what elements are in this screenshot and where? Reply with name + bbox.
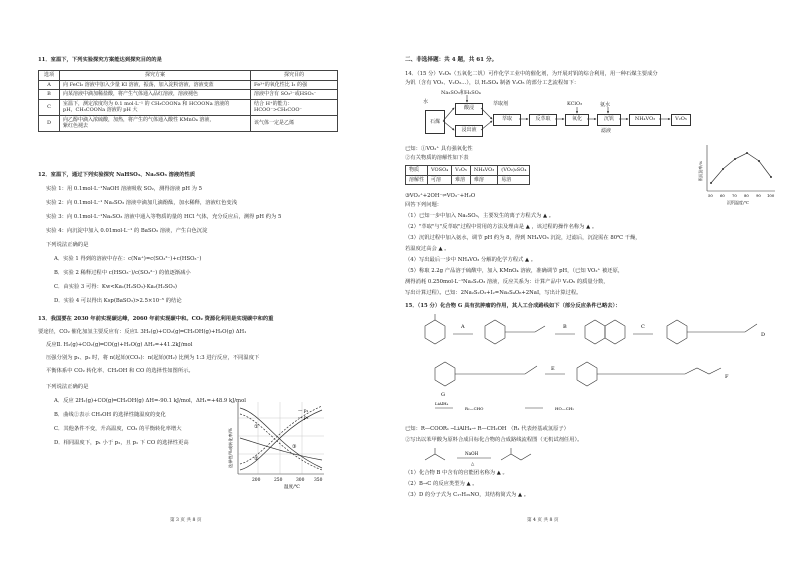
table-header-cell: NH₄VO₃ — [470, 166, 497, 176]
curve-1-p1 — [240, 408, 322, 468]
known-2: ②有关物质的溶解性如下表 — [405, 155, 469, 161]
table-row — [39, 115, 338, 131]
y-axis-label: 钒沉淀率/% — [698, 160, 703, 181]
legend-p2: --- p₂ — [298, 416, 309, 421]
flow-box: 酸浸 — [455, 103, 483, 115]
table-row — [39, 99, 338, 115]
curve-3 — [240, 438, 322, 460]
ring-d — [667, 320, 687, 344]
ring-c — [585, 320, 605, 344]
q13-selectivity-graph — [228, 398, 328, 488]
q12-ask: 下列说法正确的是 — [46, 242, 89, 248]
table-row — [406, 166, 530, 176]
x-tick-label: 50 — [708, 193, 713, 198]
solubility-table — [405, 165, 530, 185]
q12-line: 实验 4：向沉淀中加入 0.01mol·L⁻¹ 的 BaSO₃ 溶液，产生白色沉淀 — [46, 228, 208, 234]
chain — [597, 368, 721, 374]
flow-side-label: 萃取剂 — [493, 101, 509, 107]
x-tick-label: 80 — [744, 193, 749, 198]
condensation-sketch — [421, 446, 551, 468]
reagent-label: NaOH — [465, 451, 479, 456]
flow-side-label: KClO₃ — [567, 101, 583, 107]
q14-item: （1）已知一步中加入 Na₂SO₃，主要发生的离子方程式为 ▲ 。 — [405, 213, 555, 219]
q14-item: 写出计算过程）。已知：2Na₂S₂O₃+I₂=Na₂S₄O₆+2NaI，写出计算过程。 — [405, 290, 582, 296]
q14-line: 为钒（含有 VO₂、V₂O₃…），以 H₂SO₄ 制备 V₂O₅ 的部分工艺流程如下： — [405, 80, 580, 86]
curve-label: ② — [254, 456, 259, 462]
q14-precipitation-graph — [697, 143, 777, 205]
x-tick-label: 300 — [296, 478, 305, 483]
q14-item: 测得消耗 0.250mol·L⁻¹Na₂S₂O₃ 溶液，反应关系为：计算产品中 V₂O₅ 的质量分数， — [405, 279, 609, 285]
plan-cell: 向某溶液中滴加稀盐酸，将产生气体通入品红溶液，溶液褪色 — [60, 90, 251, 100]
q15-question: （3）D 的分子式为 C₁₇H₂₉NO，其结构简式为 ▲ 。 — [405, 492, 530, 498]
ring-b — [485, 320, 505, 344]
reagent-label: HO—CH₂ — [555, 406, 574, 411]
compound-label: A — [461, 324, 465, 330]
goal-cell — [251, 99, 338, 115]
plan-line: pH，CH₃COONa 溶液的 pH 大 — [63, 107, 138, 113]
known-3: ③VO₂⁺+2OH⁻⇌VO₃⁻+H₂O — [405, 193, 476, 199]
q14-item: （4）写出最后一步中 NH₄VO₃ 分解的化学方程式 ▲ 。 — [405, 257, 537, 263]
table-header-cell: 探究方案 — [60, 71, 251, 81]
table-header-cell: 探究目的 — [251, 71, 338, 81]
q13-line: 平衡体系中 CO₂ 转化率、CH₃OH 和 CO 的选择性如图所示。 — [46, 368, 194, 374]
q12-line: 实验 1：用 0.1mol·L⁻¹NaOH 溶液吸收 SO₂，测得溶液 pH 为 5 — [46, 186, 202, 192]
plan-cell — [60, 115, 251, 131]
curve-label: ③ — [292, 444, 297, 450]
q14-title: 14．（15 分）V₂O₅（五氧化二钒）可作化学工业中的催化剂，为开展对钒的综合利用，用一种石煤主要成分 — [405, 71, 658, 77]
q14-item: （2）"萃取"与"反萃取"过程中常用的方法及理由是 ▲ ，该过程的操作名称为 ▲ 。 — [405, 224, 598, 230]
flow-side-label: 水 — [423, 99, 429, 105]
q14-item: 若温度过高会 ▲ 。 — [405, 246, 450, 252]
x-axis-label: 沉钒温度/℃ — [727, 200, 749, 205]
x-tick-label: 90 — [756, 193, 761, 198]
table-row — [39, 71, 338, 81]
known-1: 已知：①VO₂⁺ 具有强氧化性 — [405, 146, 473, 152]
option-cell: A — [39, 80, 60, 90]
chain — [505, 326, 545, 332]
data-point — [710, 182, 712, 184]
product — [501, 448, 531, 460]
curve-2-p2 — [240, 406, 322, 464]
table-header-cell: 物质 — [406, 166, 428, 176]
q13-ask: 下列说法正确的是 — [46, 384, 89, 390]
data-point — [758, 160, 760, 162]
flow-side-label: 氨水 — [600, 102, 611, 108]
table-header-cell: (VO₂)₂SO₄ — [498, 166, 530, 176]
q14-item: （5）称取 2.2g 产品溶于硫酸中，加入 KMnO₄ 溶液，准确调节 pH，（已知 VO₂⁺ 被还原， — [405, 268, 624, 274]
option-cell: D — [39, 115, 60, 131]
page-number: 第 3 页 共 8 页 — [170, 518, 202, 523]
q15-known: 已知：R—COOR₁ ─LiAlH₄→ R—CH₂OH （R₁ 代表烃基或氢原子） — [405, 426, 569, 432]
q13-option-b: B．曲线②表示 CH₃OH 的选择性随温度的变化 — [54, 412, 166, 418]
q12-option-c: C．由实验 3 可得：Kw<Ka₁(H₂SO₃)·Ka₂(H₂SO₃) — [54, 284, 177, 290]
x-tick-label: 70 — [732, 193, 737, 198]
q15-route-hint: ②写出以苯甲酸为原料合成目标化合物的合成路线流程图（无机试剂任用）。 — [405, 437, 583, 443]
flow-box: 沉钒 — [597, 114, 621, 126]
option-cell: C — [39, 99, 60, 115]
table-cell: 难溶 — [470, 175, 497, 185]
compound-label: G — [441, 392, 445, 398]
plan-line: 室温下，测定浓度均为 0.1 mol·L⁻¹ 的 CH₃COONa 和 HCOONa 溶液的 — [63, 100, 230, 107]
goal-line: 结合 H⁺的能力： — [254, 100, 293, 107]
flow-arrows — [397, 95, 697, 145]
ring-a — [425, 320, 445, 344]
data-point — [722, 168, 724, 170]
table-cell: 易溶 — [498, 175, 530, 185]
q13-line: 反应Ⅱ. H₂(g)+CO₂(g)═CO(g)+H₂O(g) ΔH₂=+41.2kJ/mol — [46, 342, 193, 348]
compound-label: D — [761, 332, 766, 338]
flow-box: V₂O₅ — [671, 114, 691, 126]
x-tick-label: 250 — [274, 478, 283, 483]
q12-option-d: D．实验 4 可以得出 Ksp(BaSO₃)>2.5×10⁻⁵ 的结论 — [54, 298, 182, 304]
x-tick-label: 350 — [314, 478, 323, 483]
compound-label: F — [725, 374, 729, 380]
q13-option-a: A．反应 2H₂(g)+CO(g)═CH₃OH(g) ΔH=-90.1 kJ/mol，ΔH₁=+48.9 kJ/mol — [54, 398, 246, 404]
plan-cell — [60, 99, 251, 115]
data-point — [734, 158, 736, 160]
option-cell: B — [39, 90, 60, 100]
plan-line: 紫红色褪去 — [63, 123, 89, 129]
q12-line: 实验 2：向 0.1mol·L⁻¹ Na₂SO₃ 溶液中滴加几滴酚酞，加水稀释，溶液红色变浅 — [46, 200, 237, 206]
q11-table — [38, 70, 338, 132]
goal-line: HCOO⁻>CH₃COO⁻ — [254, 107, 303, 113]
goal-cell: Fe³⁺的氧化性比 I₂ 的强 — [251, 80, 338, 90]
table-cell: 可溶 — [428, 175, 452, 185]
q13-line: 要途径，CO₂ 催化加氢主要反应有：反应Ⅰ. 3H₂(g)+CO₂(g)═CH₃OH(g)+H₂O(g) ΔH₁ — [38, 329, 247, 335]
x-tick-label: 100 — [767, 193, 775, 198]
plan-cell: 向 FeCl₂ 溶液中加入少量 KI 溶液，振荡，加入淀粉溶液，溶液变蓝 — [60, 80, 251, 90]
right-page — [397, 0, 794, 561]
legend-p1: — p₁ — [298, 409, 309, 414]
flow-reagent-top: Na₂SO₃和H₂SO₄ — [441, 90, 481, 96]
q15-question: （1）化合物 B 中含有的官能团名称为 ▲ 。 — [405, 470, 508, 476]
table-cell: 溶解性 — [406, 175, 428, 185]
ring-c2 — [605, 320, 625, 344]
goal-cell: 溶液中含有 SO₃²⁻或HSO₃⁻ — [251, 90, 338, 100]
q13-line: 压强分别为 p₁、p₂ 时，将 n(起始)(CO₂)：n(起始)(H₂) 比例为 1:3 进行反应，不同温度下 — [46, 355, 260, 361]
table-row — [39, 90, 338, 100]
compound-label: E — [551, 366, 555, 372]
q11-title: 11．室温下，下列实验探究方案能达到探究目的的是 — [38, 57, 162, 63]
table-header-cell: VOSO₄ — [428, 166, 452, 176]
ketone — [425, 448, 445, 460]
compound-label: B — [563, 324, 567, 330]
data-point — [746, 152, 748, 154]
table-row — [406, 175, 530, 185]
q13-option-c: C．其他条件不变，升高温度，CO₂ 的平衡转化率增大 — [54, 426, 182, 432]
q12-option-b: B．实验 2 稀释过程中 c(HSO₃⁻)/c(SO₃²⁻) 的值逐渐减小 — [54, 270, 191, 276]
q12-line: 实验 3：向 0.1mol·L⁻¹Na₂SO₃ 溶液中通入等物质的量的 HCl 气体，充分反应后，测得 pH 约为 5 — [46, 214, 282, 220]
chain — [687, 324, 757, 332]
ring-e — [435, 362, 455, 386]
q14-ask: 回答下列问题： — [405, 202, 443, 208]
flow-box: 反萃取 — [529, 114, 557, 126]
flow-box: NH₄VO₃ — [629, 114, 661, 126]
table-row — [39, 80, 338, 90]
q12-title: 12．室温下，通过下列实验探究 NaHSO₃、Na₂SO₃ 溶液的性质 — [38, 172, 196, 178]
table-header-cell: V₂O₅ — [452, 166, 471, 176]
flow-box: 石煤 — [425, 110, 445, 134]
q13-title: 13．我国要在 2030 年前实现碳达峰，2060 年前实现碳中和。CO₂ 资源化利用是实现碳中和的重 — [38, 316, 274, 322]
q13-option-d: D．相同温度下，p₁ 小于 p₂，且 p₁ 下 CO 的选择性更高 — [54, 440, 189, 446]
compound-label: C — [641, 324, 645, 330]
precipitation-curve — [711, 153, 771, 183]
flow-box: 氧化 — [565, 114, 589, 126]
flow-side-label: 滤液 — [601, 128, 612, 134]
x-tick-label: 200 — [252, 478, 261, 483]
ring-f — [577, 362, 597, 386]
flow-box: 浸出液 — [455, 125, 483, 137]
heat-label: △ — [471, 461, 475, 466]
section-heading: 二、非选择题：共 4 题，共 61 分。 — [405, 57, 498, 63]
table-header-cell: 选项 — [39, 71, 60, 81]
reagent-label: LiAlH₄ — [435, 401, 449, 406]
table-cell: 难溶 — [452, 175, 471, 185]
chain — [455, 366, 537, 374]
y-axis-label: 选择性/%或转化率/% — [228, 427, 233, 468]
q14-item: （3）沉钒过程中加入氨水，调节 pH 约为 8，得到 NH₄VO₃ 沉淀，过滤后，沉淀需在 80℃ 干燥， — [405, 235, 641, 241]
data-point — [770, 176, 772, 178]
x-axis-label: 温度/℃ — [284, 485, 300, 490]
q15-title: 15．（15 分）化合物 G 具有抗肿瘤的作用，其人工合成路线如下（部分反应条件已略去）： — [405, 303, 621, 309]
q15-question: （2）B→C 的反应类型为 ▲ 。 — [405, 481, 478, 487]
synthesis-route — [405, 312, 775, 424]
flow-box: 萃取 — [493, 114, 521, 126]
q12-option-a: A．实验 1 得到的溶液中存在：c(Na⁺)=c(SO₃²⁻)+c(HSO₃⁻) — [54, 256, 202, 262]
x-tick-label: 60 — [720, 193, 725, 198]
goal-cell: 该气体一定是乙烯 — [251, 115, 338, 131]
plan-line: 向乙醇中滴入浓硫酸，加热，将产生的气体通入酸性 KMnO₄ 溶液， — [63, 116, 215, 123]
reagent-label: R₂—CHO — [465, 406, 484, 411]
curve-label: ① — [254, 424, 259, 430]
page-number: 第 4 页 共 8 页 — [527, 518, 559, 523]
